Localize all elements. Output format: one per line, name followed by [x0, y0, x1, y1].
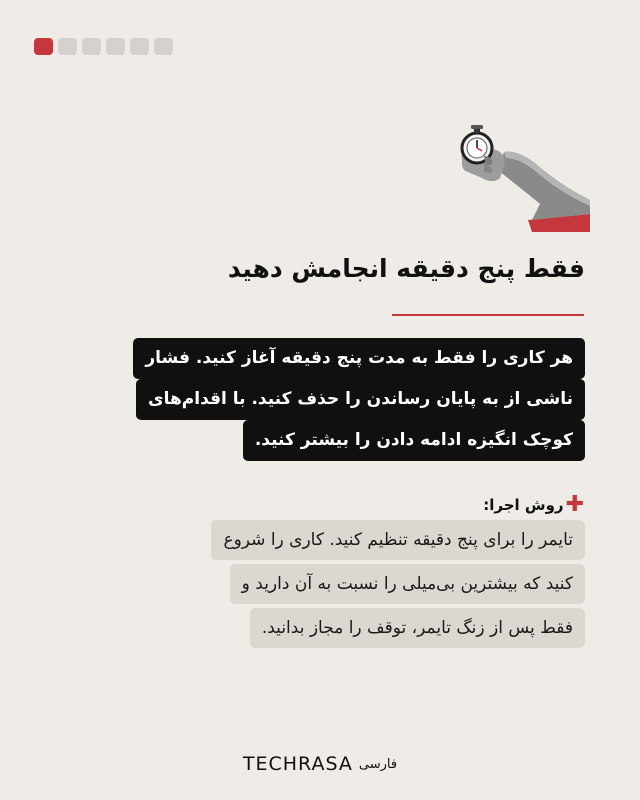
method-line: کنید که بیشترین بی‌میلی را نسبت به آن دارید و [230, 564, 585, 604]
title-divider [392, 314, 584, 316]
method-line: تایمر را برای پنج دقیقه تنظیم کنید. کاری را شروع [211, 520, 585, 560]
lead-line: ناشی از به پایان رساندن را حذف کنید. با اقدام‌های [136, 379, 585, 420]
hand-holding-stopwatch-icon [440, 120, 590, 232]
brand-name: TECHRASA [242, 753, 353, 775]
method-paragraph [85, 520, 585, 648]
progress-dot [106, 38, 125, 55]
lead-paragraph [85, 338, 585, 461]
page-title: فقط پنج دقیقه انجامش دهید [227, 254, 585, 283]
method-line: فقط پس از زنگ تایمر، توقف را مجاز بدانید. [250, 608, 585, 648]
progress-dot [154, 38, 173, 55]
plus-icon: ✚ [565, 492, 584, 517]
progress-dot [58, 38, 77, 55]
method-heading [483, 494, 584, 516]
lead-line: کوچک انگیزه ادامه دادن را بیشتر کنید. [243, 420, 585, 461]
progress-indicator [34, 38, 173, 55]
brand-logo [0, 753, 640, 775]
lead-line: هر کاری را فقط به مدت پنج دقیقه آغاز کنید. فشار [133, 338, 585, 379]
progress-dot-active [34, 38, 53, 55]
method-heading-label: روش اجرا: [483, 496, 564, 514]
brand-lang: فارسی [358, 756, 398, 772]
progress-dot [82, 38, 101, 55]
progress-dot [130, 38, 149, 55]
